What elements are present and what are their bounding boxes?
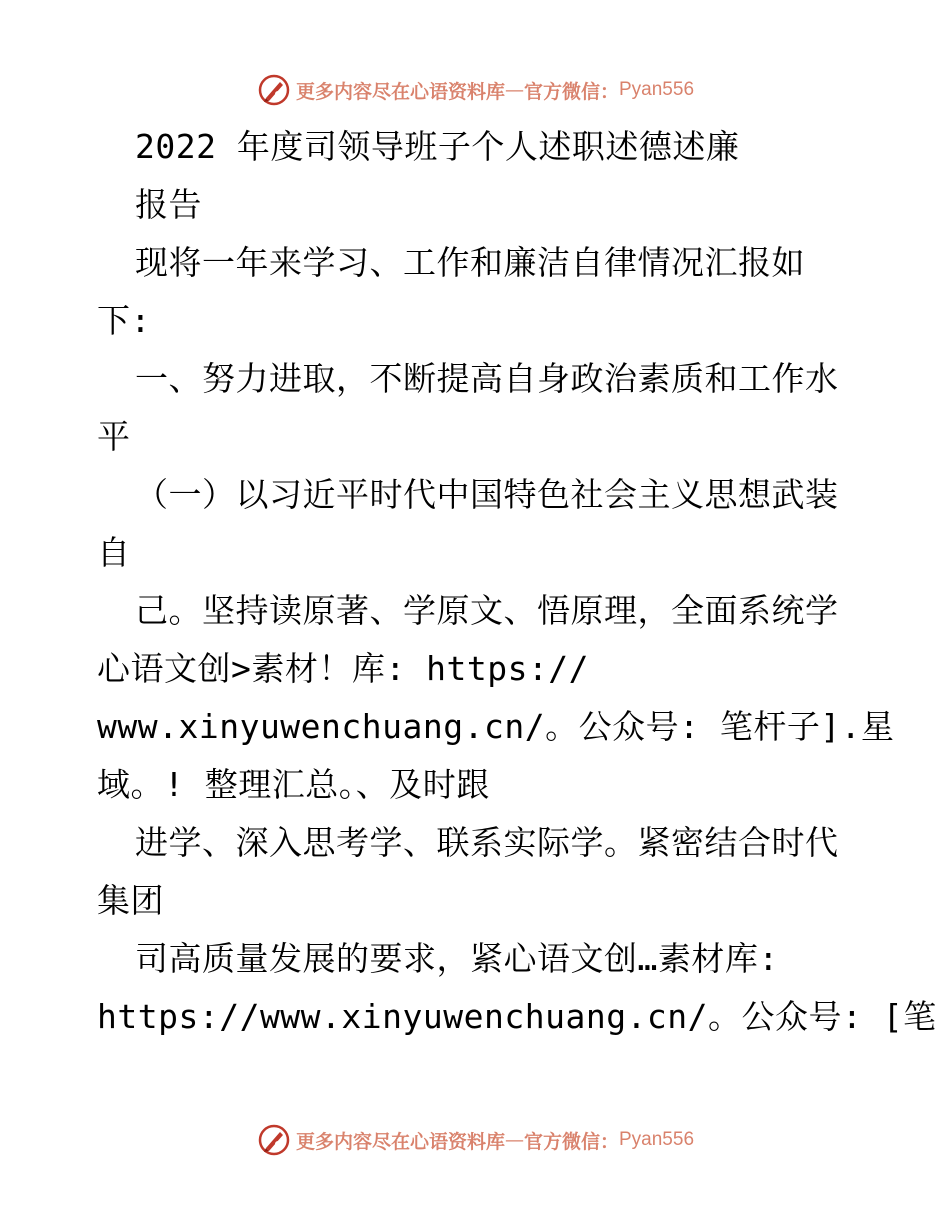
footer-watermark (0, 1120, 950, 1160)
header-wechat-id: Pyan556 (619, 79, 695, 100)
paragraph-line: 域。! 整理汇总。、及时跟 (97, 765, 490, 804)
pen-logo-icon (256, 72, 292, 108)
pen-logo-icon (256, 1122, 292, 1158)
header-wechat-label: 官方微信： (523, 80, 619, 103)
header-separator: — (504, 79, 524, 101)
paragraph-line: www.xinyuwenchuang.cn/。公众号: 笔杆子].星 (97, 707, 895, 746)
footer-wechat-id: Pyan556 (619, 1129, 695, 1150)
paragraph-line: 集团 (97, 881, 164, 920)
document-body (97, 118, 937, 1046)
paragraph-line: 进学、深入思考学、联系实际学。紧密结合时代 (135, 823, 839, 862)
header-watermark (0, 70, 950, 110)
footer-wechat-label: 官方微信： (523, 1130, 619, 1153)
footer-brand-text: 更多内容尽在心语资料库 (295, 1130, 505, 1153)
header-brand-text: 更多内容尽在心语资料库 (295, 80, 505, 103)
paragraph-line: https://www.xinyuwenchuang.cn/。公众号: [笔 (97, 997, 937, 1036)
paragraph-line: 现将一年来学习、工作和廉洁自律情况汇报如 (135, 243, 805, 282)
doc-title-line-2: 报告 (135, 185, 202, 224)
subsection-heading-line: 自 (97, 533, 131, 572)
paragraph-line: 下: (97, 301, 151, 340)
paragraph-line: 司高质量发展的要求，紧心语文创…素材库: (135, 939, 779, 978)
doc-title-line-1: 2022 年度司领导班子个人述职述德述廉 (135, 127, 740, 166)
footer-separator: — (504, 1129, 524, 1151)
paragraph-line: 己。坚持读原著、学原文、悟原理，全面系统学 (135, 591, 839, 630)
paragraph-line: 心语文创>素材！库: https:// (97, 649, 590, 688)
section-heading-line: 一、努力进取，不断提高自身政治素质和工作水 (135, 359, 839, 398)
subsection-heading-line: （一）以习近平时代中国特色社会主义思想武装 (135, 475, 839, 514)
section-heading-line: 平 (97, 417, 131, 456)
